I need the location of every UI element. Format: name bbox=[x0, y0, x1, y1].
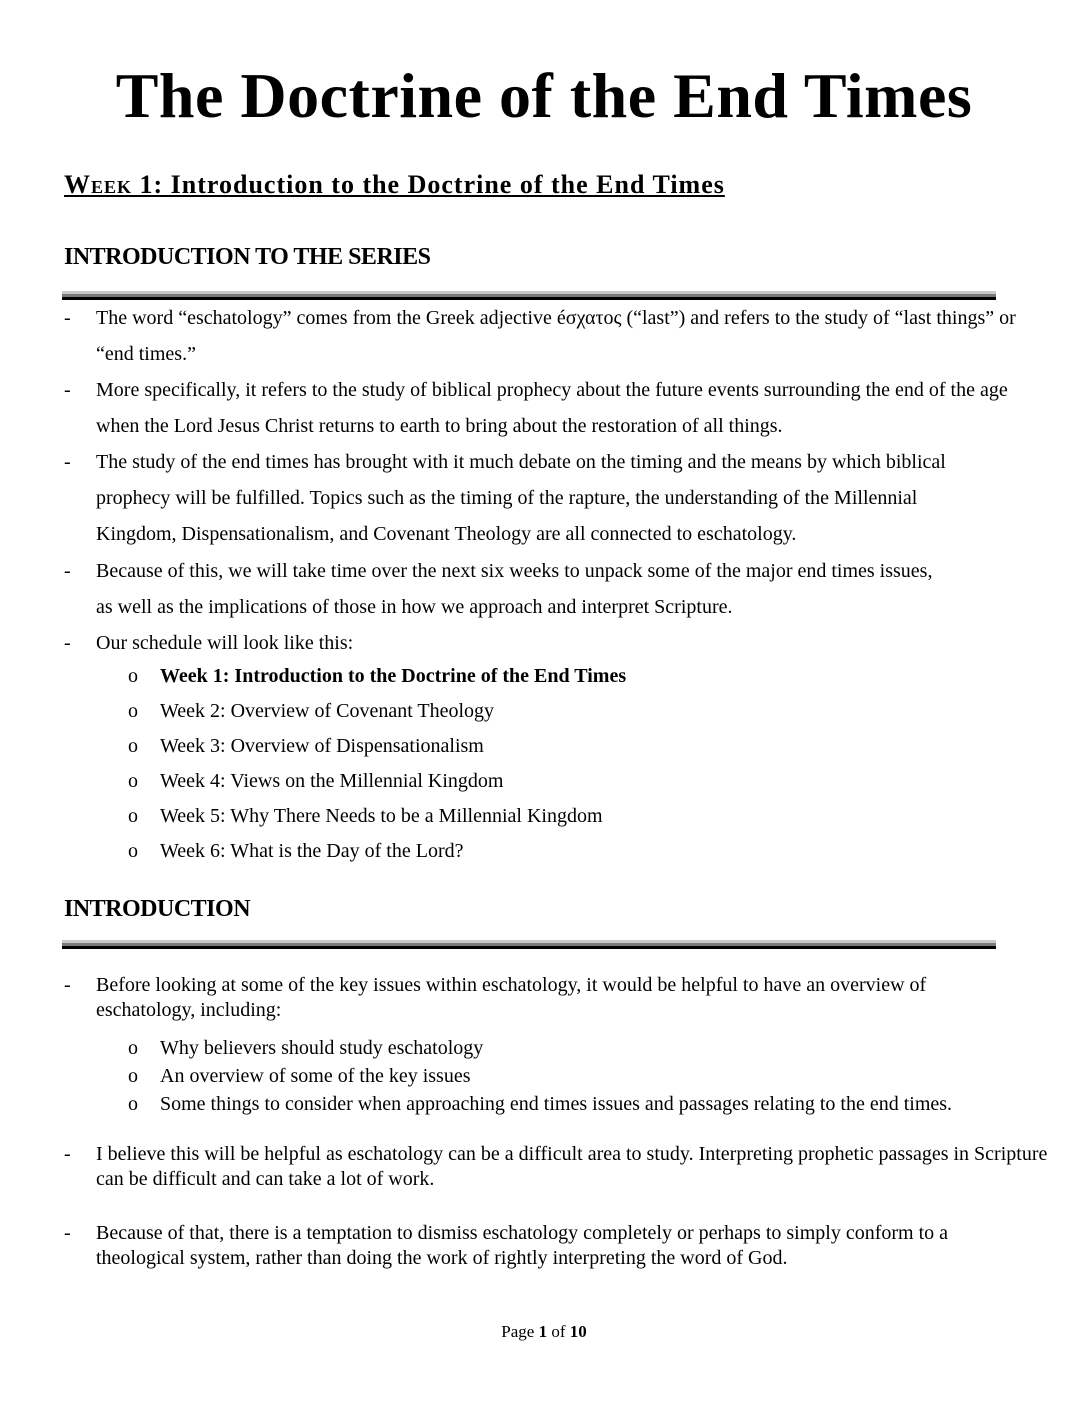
week-heading: Week 1: Introduction to the Doctrine of the End Times bbox=[64, 170, 725, 199]
section-divider bbox=[62, 940, 996, 949]
section-heading-introduction: INTRODUCTION bbox=[64, 896, 251, 922]
section-divider bbox=[62, 291, 996, 300]
section-heading-series: INTRODUCTION TO THE SERIES bbox=[64, 244, 431, 270]
page-number: Page 1 of 10 bbox=[501, 1322, 587, 1341]
document-title: The Doctrine of the End Times bbox=[115, 60, 973, 131]
